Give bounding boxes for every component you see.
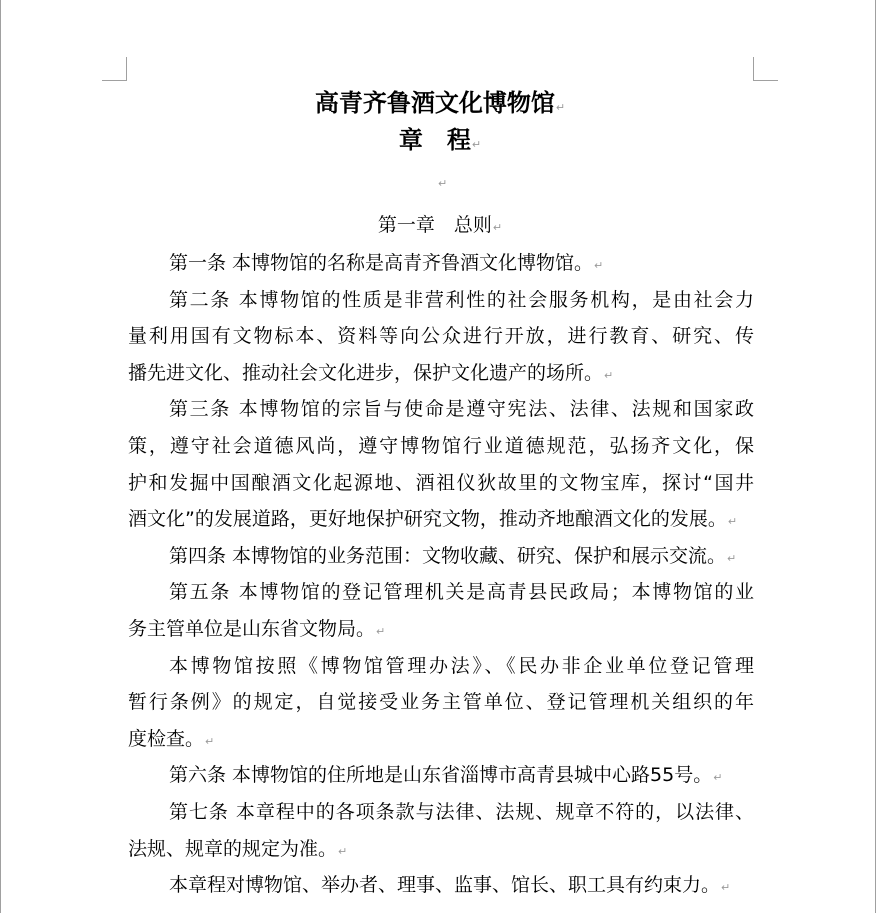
text-line: [128, 649, 754, 686]
paragraph-mark-icon: ↵: [713, 771, 723, 785]
text-line: [128, 392, 754, 429]
paragraph-mark-icon: ↵: [727, 515, 738, 529]
text-line: [128, 575, 754, 612]
text-line: [128, 722, 754, 759]
article-paragraph: [128, 246, 754, 283]
line-text: 第五条 本博物馆的登记管理机关是高青县民政局；本博物馆的业: [169, 581, 754, 604]
article-paragraph: [128, 539, 754, 576]
text-line: [128, 466, 754, 503]
paragraph-mark-icon: ↵: [438, 177, 448, 190]
line-text: 策，遵守社会道德风尚，遵守博物馆行业道德规范，弘扬齐文化，保: [128, 434, 754, 457]
article-paragraph: [128, 649, 754, 759]
text-line: [128, 246, 754, 283]
line-text: 本博物馆按照《博物馆管理办法》、《民办非企业单位登记管理: [169, 654, 754, 677]
paragraph-mark-icon: ↵: [721, 881, 731, 895]
paragraph-mark-icon: ↵: [594, 259, 604, 272]
line-text: 第六条 本博物馆的住所地是山东省淄博市高青县城中心路55号。: [169, 764, 713, 787]
line-text: 第二条 本博物馆的性质是非营利性的社会服务机构，是由社会力: [169, 288, 754, 311]
article-paragraph: [128, 575, 754, 648]
paragraph-mark-icon: ↵: [376, 624, 386, 638]
article-paragraph: [128, 868, 754, 905]
paragraph-mark-icon: ↵: [492, 221, 503, 234]
paragraph-mark-icon: ↵: [338, 844, 348, 858]
article-paragraph: [128, 758, 754, 795]
line-text: 务主管单位是山东省文物局。: [128, 617, 376, 640]
paragraph-mark-icon: ↵: [727, 551, 737, 565]
line-text: 第一条 本博物馆的名称是高青齐鲁酒文化博物馆。: [169, 252, 594, 274]
subtitle-text: 章 程: [398, 126, 471, 154]
article-paragraph: [128, 283, 754, 393]
text-line: [128, 356, 754, 393]
line-text: 酒文化”的发展道路，更好地保护研究文物，推动齐地酿酒文化的发展。: [128, 508, 727, 531]
line-text: 本章程对博物馆、举办者、理事、监事、馆长、职工具有约束力。: [169, 874, 721, 897]
line-text: 第四条 本博物馆的业务范围：文物收藏、研究、保护和展示交流。: [169, 544, 727, 567]
paragraph-mark-icon: ↵: [555, 101, 566, 114]
text-line: [128, 283, 754, 320]
empty-paragraph: [437, 172, 447, 191]
text-line: [128, 612, 754, 649]
margin-corner-mark-right: [753, 57, 778, 81]
text-line: [128, 502, 754, 539]
line-text: 法规、规章的规定为准。: [128, 837, 338, 860]
chapter-text: 第一章 总则: [377, 214, 492, 236]
text-line: [128, 539, 754, 576]
text-line: [128, 319, 754, 356]
line-text: 量利用国有文物标本、资料等向公众进行开放，进行教育、研究、传: [128, 325, 754, 348]
line-text: 度检查。: [128, 727, 205, 750]
line-text: 播先进文化、推动社会文化进步，保护文化遗产的场所。: [128, 361, 604, 384]
text-line: [128, 758, 754, 795]
paragraph-mark-icon: ↵: [205, 734, 215, 748]
paragraph-mark-icon: ↵: [604, 368, 614, 382]
document-title: [1, 88, 878, 123]
document-subtitle: [1, 125, 878, 160]
article-paragraph: [128, 392, 754, 538]
margin-corner-mark-left: [102, 57, 127, 81]
title-text: 高青齐鲁酒文化博物馆: [314, 89, 555, 117]
text-line: [128, 868, 754, 905]
line-text: 护和发掘中国酿酒文化起源地、酒祖仪狄故里的文物宝库，探讨“国井: [128, 471, 754, 494]
document-body: [128, 246, 754, 905]
line-text: 暂行条例》的规定，自觉接受业务主管单位、登记管理机关组织的年: [128, 691, 754, 714]
line-text: 第三条 本博物馆的宗旨与使命是遵守宪法、法律、法规和国家政: [169, 398, 754, 421]
text-line: [128, 832, 754, 869]
article-paragraph: [128, 795, 754, 868]
chapter-heading: [1, 211, 878, 242]
text-line: [128, 795, 754, 832]
paragraph-mark-icon: ↵: [471, 138, 482, 151]
text-line: [128, 429, 754, 466]
line-text: 第七条 本章程中的各项条款与法律、法规、规章不符的，以法律、: [169, 800, 754, 823]
text-line: [128, 685, 754, 722]
